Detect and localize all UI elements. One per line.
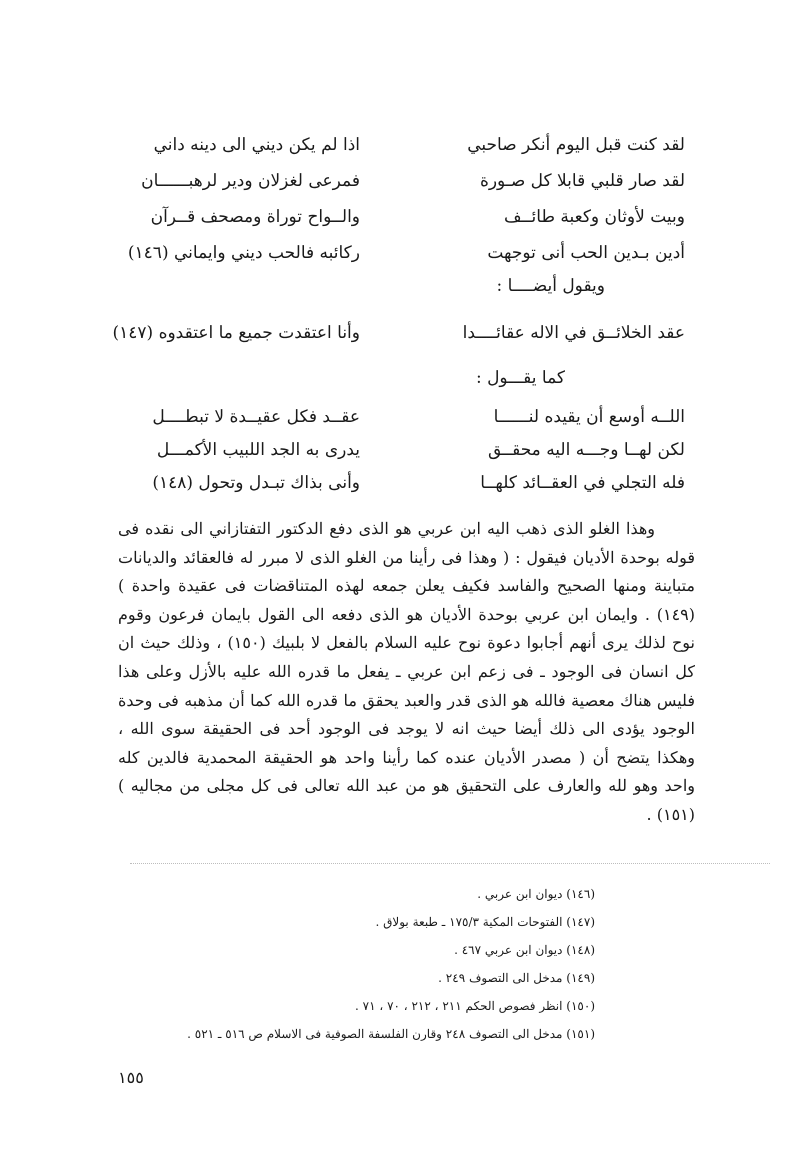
verse-first-hemistich: عقد الخلائــق في الاله عقائــــدا <box>462 323 685 343</box>
footnote: (١٤٧) الفتوحات المكية ١٧٥/٣ ـ طبعة بولاق . <box>375 915 595 929</box>
verse-first-hemistich: لقد كنت قبل اليوم أنكر صاحبي <box>467 135 685 155</box>
page-number: ١٥٥ <box>118 1068 144 1087</box>
verse-line <box>0 202 795 232</box>
verse-line <box>0 468 795 498</box>
footnote: (١٥١) مدخل الى التصوف ٢٤٨ وقارن الفلسفة الصوفية فى الاسلام ص ٥١٦ ـ ٥٢١ . <box>187 1027 595 1041</box>
verse-second-hemistich: فمرعى لغزلان ودير لرهبــــــان <box>141 171 360 191</box>
verse-line <box>0 130 795 160</box>
verse-second-hemistich: وأنى بذاك تبـدل وتحول (١٤٨) <box>152 473 360 493</box>
footnotes <box>115 880 595 1048</box>
verse-second-hemistich: يدرى به الجد اللبيب الأكمـــل <box>156 440 360 460</box>
poem-intro: ويقول أيضــــا : <box>496 276 605 296</box>
verse-first-hemistich: لقد صار قلبي قابلا كل صـورة <box>479 171 685 191</box>
verse-second-hemistich: والــواح توراة ومصحف قــرآن <box>150 207 360 227</box>
verse-second-hemistich: اذا لم يكن ديني الى دينه داني <box>153 135 360 155</box>
verse-line <box>0 166 795 196</box>
paragraph: وهذا الغلو الذى ذهب اليه ابن عربي هو الذى دفع الدكتور التفتازاني الى نقده فى قوله بوحدة الأديان فيقول : ( وهذا فى رأينا من الغلو الذى لا مبرر له فالعقائد والديانات متباينة ومنها الصحيح والفاسد فكيف يعلن جمعه لهذه المتناقضات فى عقيدة واحدة ) (١٤٩) . وايمان ابن عربي بوحدة الأديان هو الذى دفعه الى القول بايمان فرعون وقوم نوح لذلك يرى أنهم أجابوا دعوة نوح عليه السلام بالفعل لا بلبيك (١٥٠) ، وذلك حيث ان كل انسان فى الوجود ـ فى زعم ابن عربي ـ يفعل ما قدره الله عليه بالأزل وعلى هذا فليس هناك معصية فالله هو الذى قدر والعبد يحقق ما قدره الله كما أن مذهبه فى وحدة الوجود يؤدى الى ذلك أيضا حيث انه لا يوجد فى الوجود أحد فى الحقيقة سوى الله ، وهكذا يتضح أن ( مصدر الأديان عنده كما رأينا واحد هو الحقيقة المحمدية فالدين كله واحد وهو لله والعارف على التحقيق هو من عبد الله تعالى فى كل مجلى من مجاليه ) (١٥١) . <box>118 519 695 824</box>
verse-first-hemistich: وبيت لأوثان وكعبة طائــف <box>503 207 685 227</box>
verse-line <box>0 402 795 432</box>
verse-line <box>0 318 795 348</box>
body-text <box>118 515 695 830</box>
footnote: (١٤٩) مدخل الى التصوف ٢٤٩ . <box>438 971 595 985</box>
verse-first-hemistich: لكن لهــا وجـــه اليه محقــق <box>487 440 685 460</box>
verse-second-hemistich: عقــد فكل عقيــدة لا تبطــــل <box>152 407 360 427</box>
verse-first-hemistich: أدين بـدين الحب أنى توجهت <box>487 243 685 263</box>
verse-line <box>0 238 795 268</box>
verse-second-hemistich: ركائبه فالحب ديني وايماني (١٤٦) <box>127 243 360 263</box>
verse-second-hemistich: وأنا اعتقدت جميع ما اعتقدوه (١٤٧) <box>112 323 360 343</box>
footnote-divider <box>130 863 770 864</box>
footnote: (١٥٠) انظر فصوص الحكم ٢١١ ، ٢١٢ ، ٧٠ ، ٧١ . <box>355 999 595 1013</box>
verse-first-hemistich: فله التجلي في العقــائد كلهــا <box>480 473 685 493</box>
poem-intro: كما يقـــول : <box>475 368 565 388</box>
verse-first-hemistich: اللــه أوسع أن يقيده لنــــــا <box>493 407 685 427</box>
footnote: (١٤٨) ديوان ابن عربي ٤٦٧ . <box>454 943 595 957</box>
footnote: (١٤٦) ديوان ابن عربي . <box>477 887 595 901</box>
verse-line <box>0 435 795 465</box>
